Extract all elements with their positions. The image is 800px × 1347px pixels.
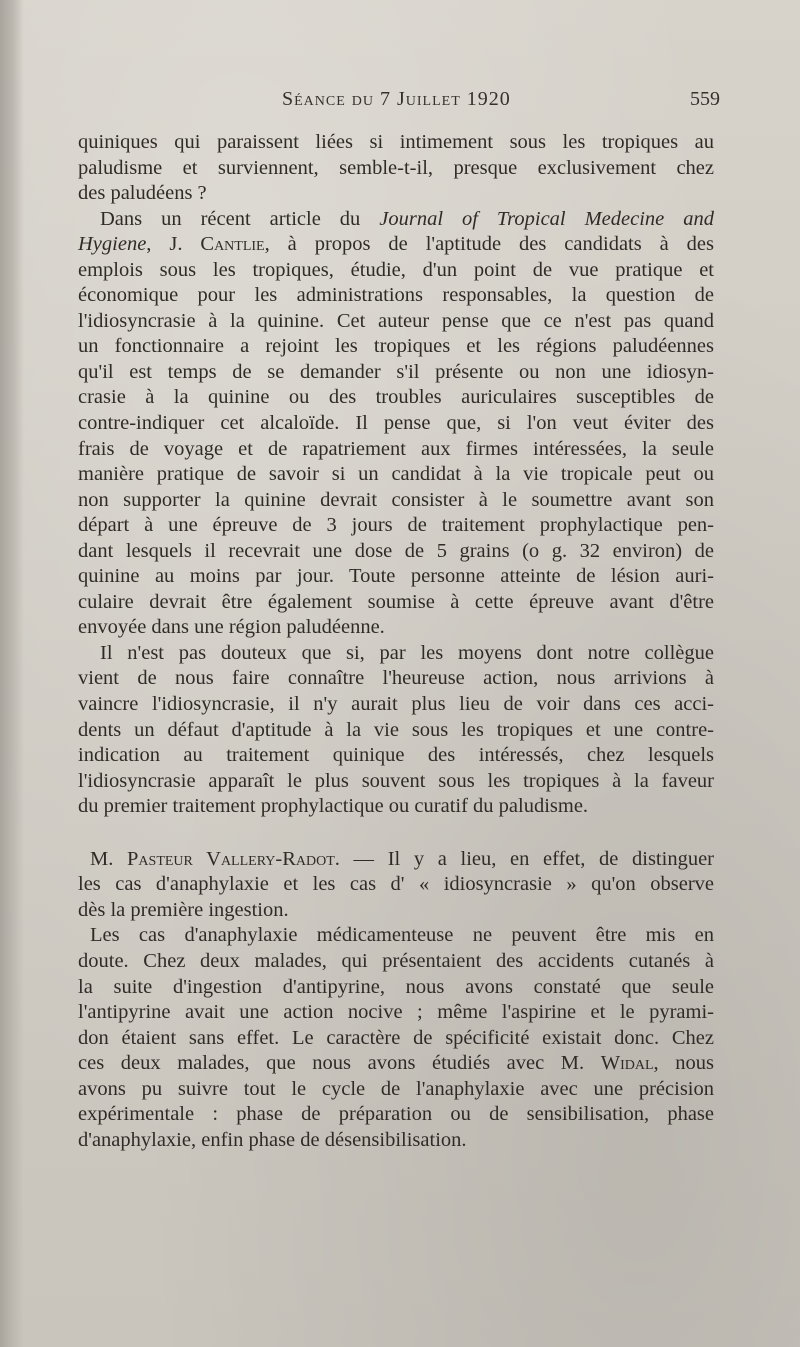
text-line: frais de voyage et de rapatriement aux firmes intéressées, la seule	[78, 437, 714, 460]
text-line: indication au traitement quinique des intéressés, chez lesquels	[78, 744, 714, 767]
page-number: 559	[690, 88, 720, 110]
text-line: quiniques qui paraissent liées si intimement sous les tropiques au	[78, 131, 714, 153]
text-line: crasie à la quinine ou des troubles auriculaires susceptibles de	[78, 386, 714, 409]
text-line: vaincre l'idiosyncrasie, il n'y aurait plus lieu de voir dans ces acci-	[78, 693, 714, 716]
text-line: paludisme et surviennent, semble-t-il, presque exclusivement chez	[78, 156, 714, 179]
journal-title-cont: Hygiene	[78, 233, 147, 256]
text-line: avons pu suivre tout le cycle de l'anaphylaxie avec une précision	[78, 1077, 714, 1100]
paragraph-4	[78, 847, 714, 924]
text-line: départ à une épreuve de 3 jours de traitement prophylactique pen-	[78, 514, 714, 537]
text-line	[78, 232, 714, 258]
text-line: la suite d'ingestion d'antipyrine, nous avons constaté que seule	[78, 975, 714, 998]
text-line: des paludéens ?	[78, 182, 207, 205]
text-line: l'idiosyncrasie apparaît le plus souvent sous les tropiques à la faveur	[78, 769, 714, 792]
text-line: emplois sous les tropiques, étudie, d'un point de vue pratique et	[78, 258, 714, 281]
running-head: Séance du 7 Juillet 1920	[282, 88, 511, 110]
speaker-name: Pasteur Vallery-Radot	[127, 847, 335, 870]
text-run: , J.	[146, 233, 201, 256]
text-line: l'antipyrine avait une action nocive ; même l'aspirine et le pyrami-	[78, 1001, 714, 1024]
text-run: M.	[90, 847, 128, 870]
paragraph-5	[78, 923, 714, 1153]
text-line: du premier traitement prophylactique ou curatif du paludisme.	[78, 795, 589, 818]
text-line: dant lesquels il recevrait une dose de 5 grains (o g. 32 environ) de	[78, 539, 714, 562]
text-run: , à propos de l'aptitude des candidats à des	[264, 233, 715, 256]
text-line	[78, 207, 714, 233]
text-line: un fonctionnaire a rejoint les tropiques et les régions paludéennes	[78, 335, 714, 358]
text-line: les cas d'anaphylaxie et les cas d' « idiosyncrasie » qu'on observe	[78, 873, 714, 896]
text-line: économique pour les administrations responsables, la question de	[78, 284, 714, 307]
text-line: qu'il est temps de se demander s'il présente ou non une idiosyn-	[78, 360, 714, 383]
text-line: non supporter la quinine devrait consister à le soumettre avant son	[78, 488, 714, 511]
text-line: contre-indiquer cet alcaloïde. Il pense que, si l'on veut éviter des	[78, 412, 714, 435]
paragraph-2	[78, 207, 714, 641]
author-name: Cantlie	[200, 233, 265, 256]
text-line	[78, 1051, 714, 1077]
text-line: vient de nous faire connaître l'heureuse action, nous arrivions à	[78, 667, 714, 690]
text-line: quinine au moins par jour. Toute personne atteinte de lésion auri-	[78, 565, 714, 588]
text-run: , nous	[653, 1052, 714, 1075]
text-line	[78, 847, 714, 873]
binding-gutter-shadow	[0, 0, 24, 1347]
text-line: l'idiosyncrasie à la quinine. Cet auteur pense que ce n'est pas quand	[78, 309, 714, 332]
text-line: dents un défaut d'aptitude à la vie sous les tropiques et une contre-	[78, 718, 714, 741]
page-header	[0, 88, 800, 118]
text-run: . — Il y a lieu, en effet, de distinguer	[334, 847, 714, 870]
section-gap	[78, 820, 714, 847]
paragraph-1	[78, 130, 714, 207]
text-line: Il n'est pas douteux que si, par les moyens dont notre collègue	[100, 641, 714, 664]
journal-title: Journal of Tropical Medecine and	[379, 207, 714, 230]
text-line: Les cas d'anaphylaxie médicamenteuse ne peuvent être mis en	[90, 924, 714, 947]
text-run: Dans un récent article du	[100, 207, 380, 230]
text-line: d'anaphylaxie, enfin phase de désensibilisation.	[78, 1128, 467, 1151]
text-line: don étaient sans effet. Le caractère de spécificité existait donc. Chez	[78, 1026, 714, 1049]
body-text	[78, 130, 714, 1153]
text-line: expérimentale : phase de préparation ou de sensibilisation, phase	[78, 1103, 714, 1126]
text-line: culaire devrait être également soumise à cette épreuve avant d'être	[78, 590, 714, 613]
text-line: manière pratique de savoir si un candidat à la vie tropicale peut ou	[78, 463, 714, 486]
colleague-name: Widal	[600, 1052, 654, 1075]
text-line: envoyée dans une région paludéenne.	[78, 616, 385, 639]
text-line: doute. Chez deux malades, qui présentaient des accidents cutanés à	[78, 949, 714, 972]
paragraph-3	[78, 641, 714, 820]
text-line: dès la première ingestion.	[78, 898, 289, 921]
text-run: ces deux malades, que nous avons étudiés avec M.	[78, 1052, 601, 1075]
